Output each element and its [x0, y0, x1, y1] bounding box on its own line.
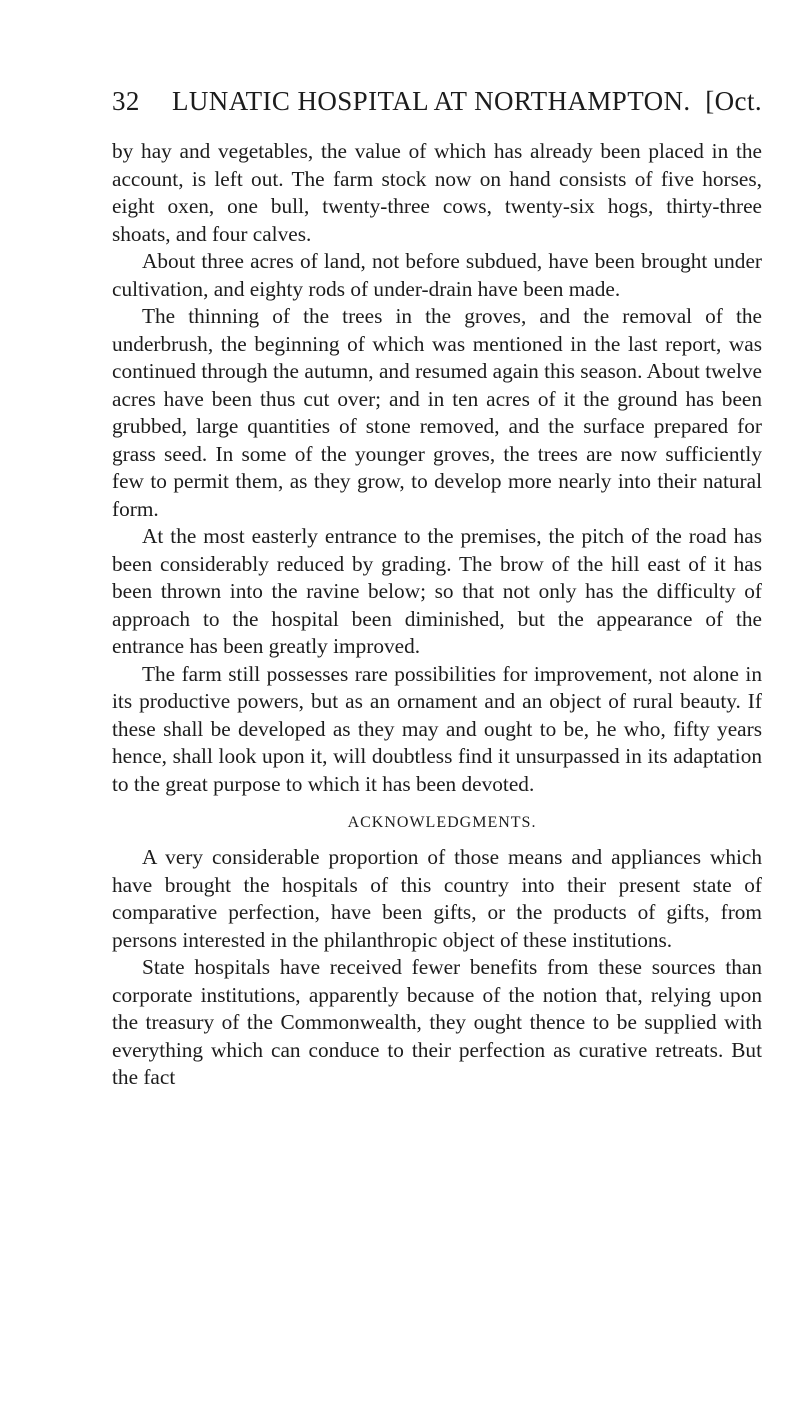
paragraph: The farm still possesses rare possibilities for improvement, not alone in its productive powers, but as an ornament and an object of rural beauty. If these shall be developed as they may and ought to be, he who, fifty years hence, shall look upon it, will doubtless find it unsurpassed in its adaptation to the great purpose to which it has been devoted.: [112, 661, 762, 796]
date-mark: [Oct.: [705, 86, 762, 116]
paragraph: The thinning of the trees in the groves, and the removal of the underbrush, the beginning of which was mentioned in the last report, was continued through the autumn, and resumed again this season. About twelve acres have been thus cut over; and in ten acres of it the ground has been grubbed, large quantities of stone removed, and the surface prepared for grass seed. In some of the younger groves, the trees are now sufficiently few to permit them, as they grow, to develop more nearly into their natural form.: [112, 304, 762, 521]
paragraph: About three acres of land, not before subdued, have been brought under cultivation, and eighty rods of under-drain have been made.: [112, 249, 762, 301]
paragraph: State hospitals have received fewer benefits from these sources than corporate institutions, apparently because of the notion that, relying upon the treasury of the Commonwealth, they ought thence to be supplied with everything which can conduce to their perfection as curative retreats. But the fact: [112, 955, 762, 1089]
running-title: LUNATIC HOSPITAL AT NORTHAMPTON.: [172, 86, 691, 116]
section-heading: ACKNOWLEDGMENTS.: [347, 814, 537, 831]
page-header: [112, 86, 762, 126]
page-number: 32: [112, 86, 140, 116]
body-text: [112, 138, 762, 1092]
paragraph: At the most easterly entrance to the premises, the pitch of the road has been considerably reduced by grading. The brow of the hill east of it has been thrown into the ravine below; so that not only has the difficulty of approach to the hospital been diminished, but the appearance of the entrance has been greatly improved.: [112, 524, 762, 658]
paragraph: A very considerable proportion of those means and appliances which have brought the hospitals of this country into their present state of comparative perfection, have been gifts, or the products of gifts, from persons interested in the philanthropic object of these institutions.: [112, 845, 762, 952]
paragraph: by hay and vegetables, the value of which has already been placed in the account, is left out. The farm stock now on hand consists of five horses, eight oxen, one bull, twenty-three cows, twenty-six hogs, thirty-three shoats, and four calves.: [112, 139, 762, 246]
